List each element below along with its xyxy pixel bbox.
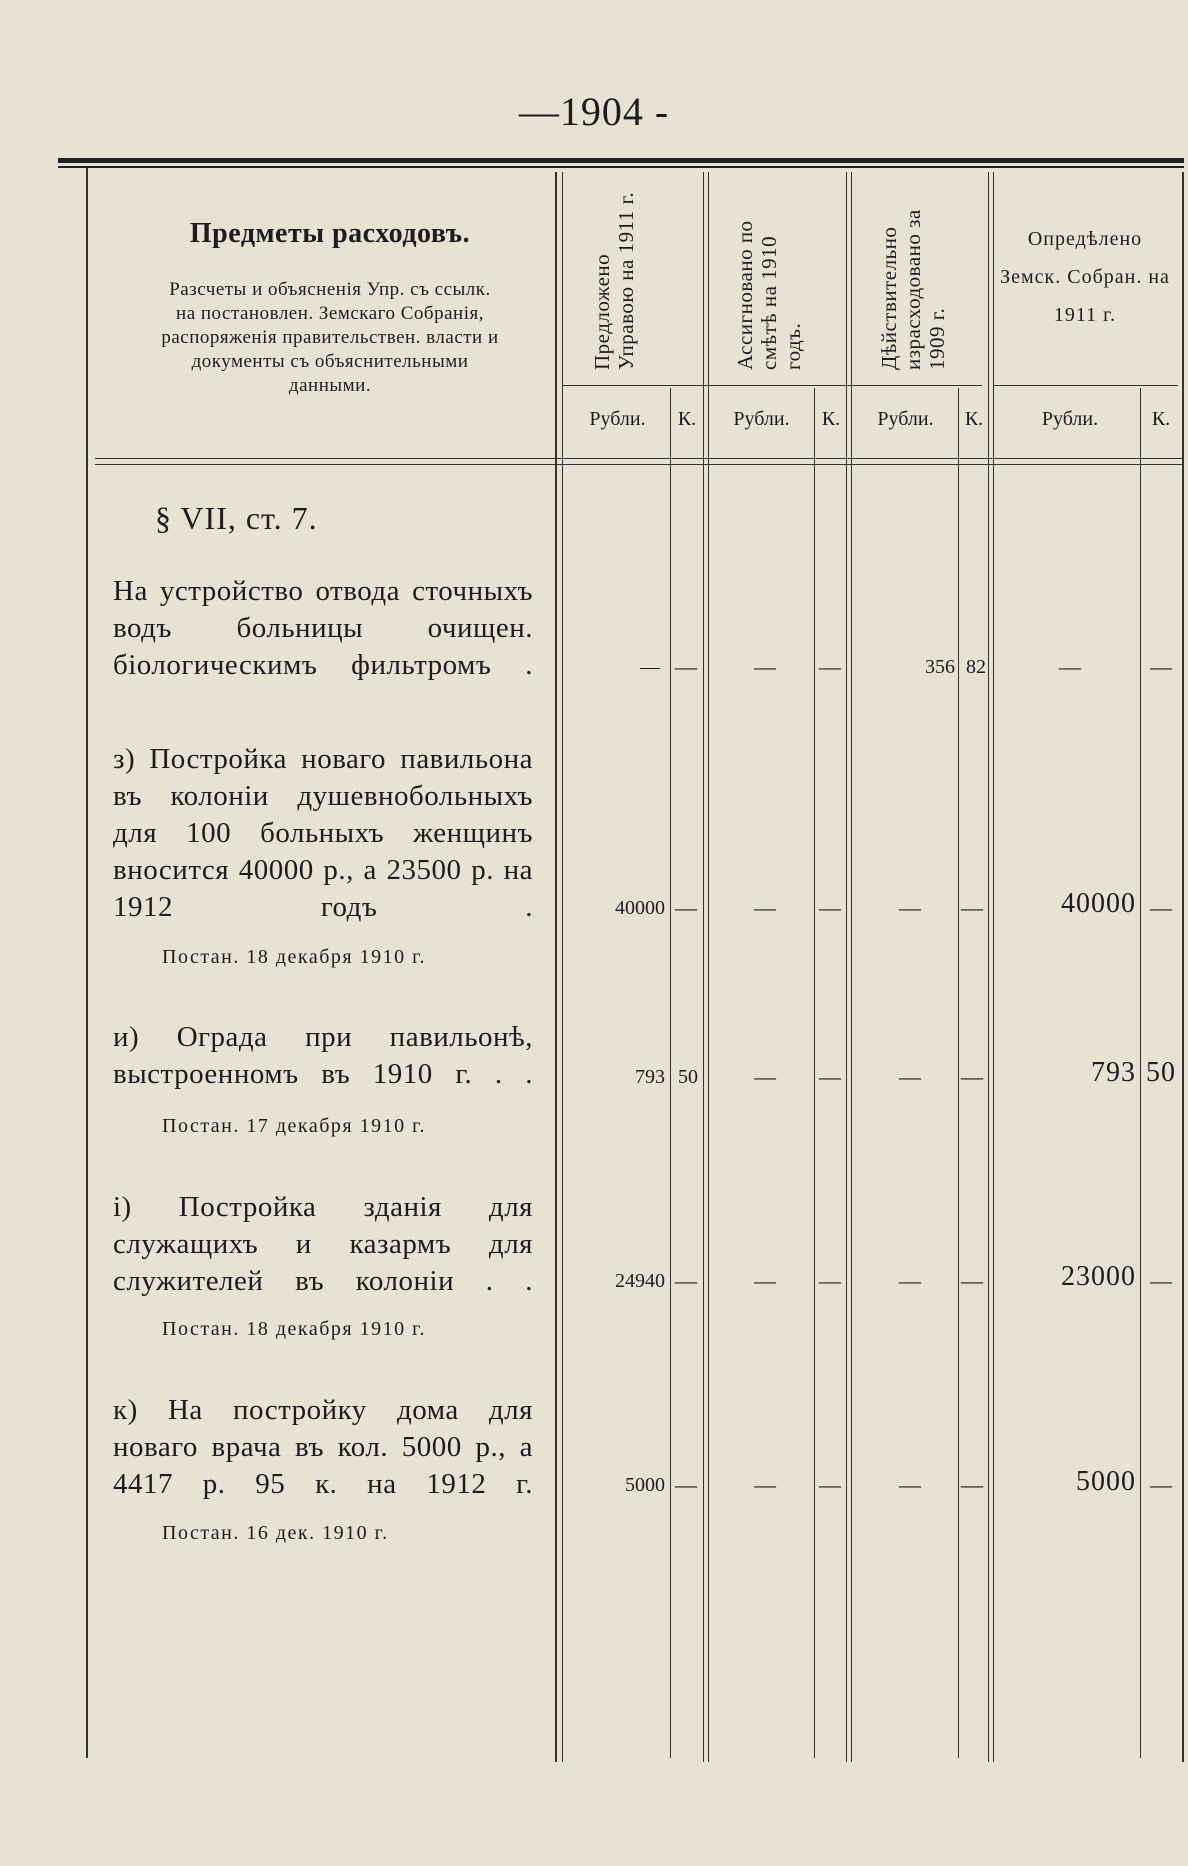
decided-rubles: 793 xyxy=(1091,1057,1136,1088)
proposed-rubles: 793 xyxy=(635,1066,665,1088)
assigned-rubles: — xyxy=(754,895,776,920)
column-divider xyxy=(555,172,557,1762)
spent-rubles: — xyxy=(899,1472,921,1497)
assigned-kopecks: — xyxy=(819,1064,841,1089)
column-divider xyxy=(993,172,994,1762)
column-divider xyxy=(1140,388,1141,1758)
proposed-rubles: 24940 xyxy=(615,1270,665,1292)
decided-kopecks: 50 xyxy=(1146,1057,1176,1088)
header-bottom-rule xyxy=(95,458,1182,459)
assigned-kopecks: — xyxy=(819,1268,841,1293)
assigned-rubles: — xyxy=(754,654,776,679)
table-left-border xyxy=(86,168,88,1758)
assigned-rubles: — xyxy=(754,1268,776,1293)
proposed-kopecks: — xyxy=(675,654,697,679)
unit-rubles: Рубли. xyxy=(589,408,646,430)
proposed-rubles: 40000 xyxy=(615,897,665,919)
assigned-rubles: — xyxy=(754,1472,776,1497)
decided-kopecks: — xyxy=(1150,654,1172,679)
header-subtitle: Разсчеты и объясненія Упр. съ ссылк. на постановлен. Земскаго Собранія, распоряженія правительствен. власти и документы съ объяснительными данными. xyxy=(161,279,499,396)
proposed-rubles: — xyxy=(640,656,660,678)
top-rule xyxy=(58,158,1184,168)
header-sub-rule xyxy=(562,385,982,386)
row-reference: Постан. 17 декабря 1910 г. xyxy=(162,1115,427,1137)
page-number: —1904 - xyxy=(518,89,670,134)
decided-rubles: — xyxy=(1059,654,1081,679)
header-bottom-rule xyxy=(95,464,1182,465)
spent-kopecks: — xyxy=(961,895,983,920)
row-description: і) Постройка зданія для служащихъ и казармъ для служителей въ колоніи . . xyxy=(113,1191,533,1297)
proposed-kopecks: — xyxy=(675,895,697,920)
spent-kopecks: — xyxy=(961,1472,983,1497)
spent-rubles: — xyxy=(899,895,921,920)
column-header-assigned: Ассигновано по смѣтѣ на 1910 годъ. xyxy=(733,220,805,370)
decided-kopecks: — xyxy=(1150,895,1172,920)
row-description: з) Постройка новаго павильона въ колоніи душевнобольныхъ для 100 больныхъ женщинъ вносится 40000 р., а 23500 р. на 1912 годъ . xyxy=(113,743,533,923)
unit-kopecks: К. xyxy=(964,408,984,430)
column-divider xyxy=(814,388,815,1758)
decided-kopecks: — xyxy=(1150,1472,1172,1497)
unit-kopecks: К. xyxy=(821,408,841,430)
column-header-decided: Опредѣлено Земск. Собран. на 1911 г. xyxy=(1000,228,1170,326)
column-divider xyxy=(562,172,563,1762)
decided-kopecks: — xyxy=(1150,1268,1172,1293)
unit-rubles: Рубли. xyxy=(1041,408,1099,430)
row-description: и) Ограда при павильонѣ, выстроенномъ въ 1910 г. . . xyxy=(113,1021,533,1090)
column-divider xyxy=(851,172,852,1762)
unit-kopecks: К. xyxy=(677,408,697,430)
unit-rubles: Рубли. xyxy=(733,408,790,430)
spent-kopecks: — xyxy=(961,1064,983,1089)
row-reference: Постан. 16 дек. 1910 г. xyxy=(162,1522,389,1544)
proposed-kopecks: 50 xyxy=(678,1066,698,1088)
proposed-rubles: 5000 xyxy=(625,1474,665,1496)
decided-rubles: 23000 xyxy=(1061,1261,1136,1292)
column-divider xyxy=(703,172,704,1762)
decided-rubles: 5000 xyxy=(1076,1466,1136,1497)
column-header-proposed: Предложено Управою на 1911 г. xyxy=(590,191,638,370)
column-divider xyxy=(988,172,989,1762)
decided-rubles: 40000 xyxy=(1061,888,1136,919)
column-divider xyxy=(708,172,709,1762)
column-header-spent: Дѣйствительно израсходовано за 1909 г. xyxy=(877,209,949,370)
spent-kopecks: — xyxy=(961,1268,983,1293)
spent-rubles: — xyxy=(899,1268,921,1293)
proposed-kopecks: — xyxy=(675,1472,697,1497)
assigned-rubles: — xyxy=(754,1064,776,1089)
row-description: к) На постройку дома для новаго врача въ кол. 5000 р., а 4417 р. 95 к. на 1912 г. xyxy=(113,1394,533,1500)
row-reference: Постан. 18 декабря 1910 г. xyxy=(162,1318,427,1340)
header-sub-rule xyxy=(993,385,1178,386)
spent-rubles: 356 xyxy=(925,656,955,678)
spent-rubles: — xyxy=(899,1064,921,1089)
proposed-kopecks: — xyxy=(675,1268,697,1293)
header-title: Предметы расходовъ. xyxy=(189,218,471,249)
section-title: § VII, ст. 7. xyxy=(155,500,318,536)
column-divider xyxy=(846,172,847,1762)
unit-kopecks: К. xyxy=(1151,408,1171,430)
assigned-kopecks: — xyxy=(819,654,841,679)
spent-kopecks: 82 xyxy=(966,656,986,678)
assigned-kopecks: — xyxy=(819,895,841,920)
assigned-kopecks: — xyxy=(819,1472,841,1497)
row-reference: Постан. 18 декабря 1910 г. xyxy=(162,946,427,968)
unit-rubles: Рубли. xyxy=(877,408,934,430)
row-description: На устройство отвода сточныхъ водъ больницы очищен. біологическимъ фильтромъ . xyxy=(113,575,533,681)
table-right-border xyxy=(1182,172,1184,1762)
